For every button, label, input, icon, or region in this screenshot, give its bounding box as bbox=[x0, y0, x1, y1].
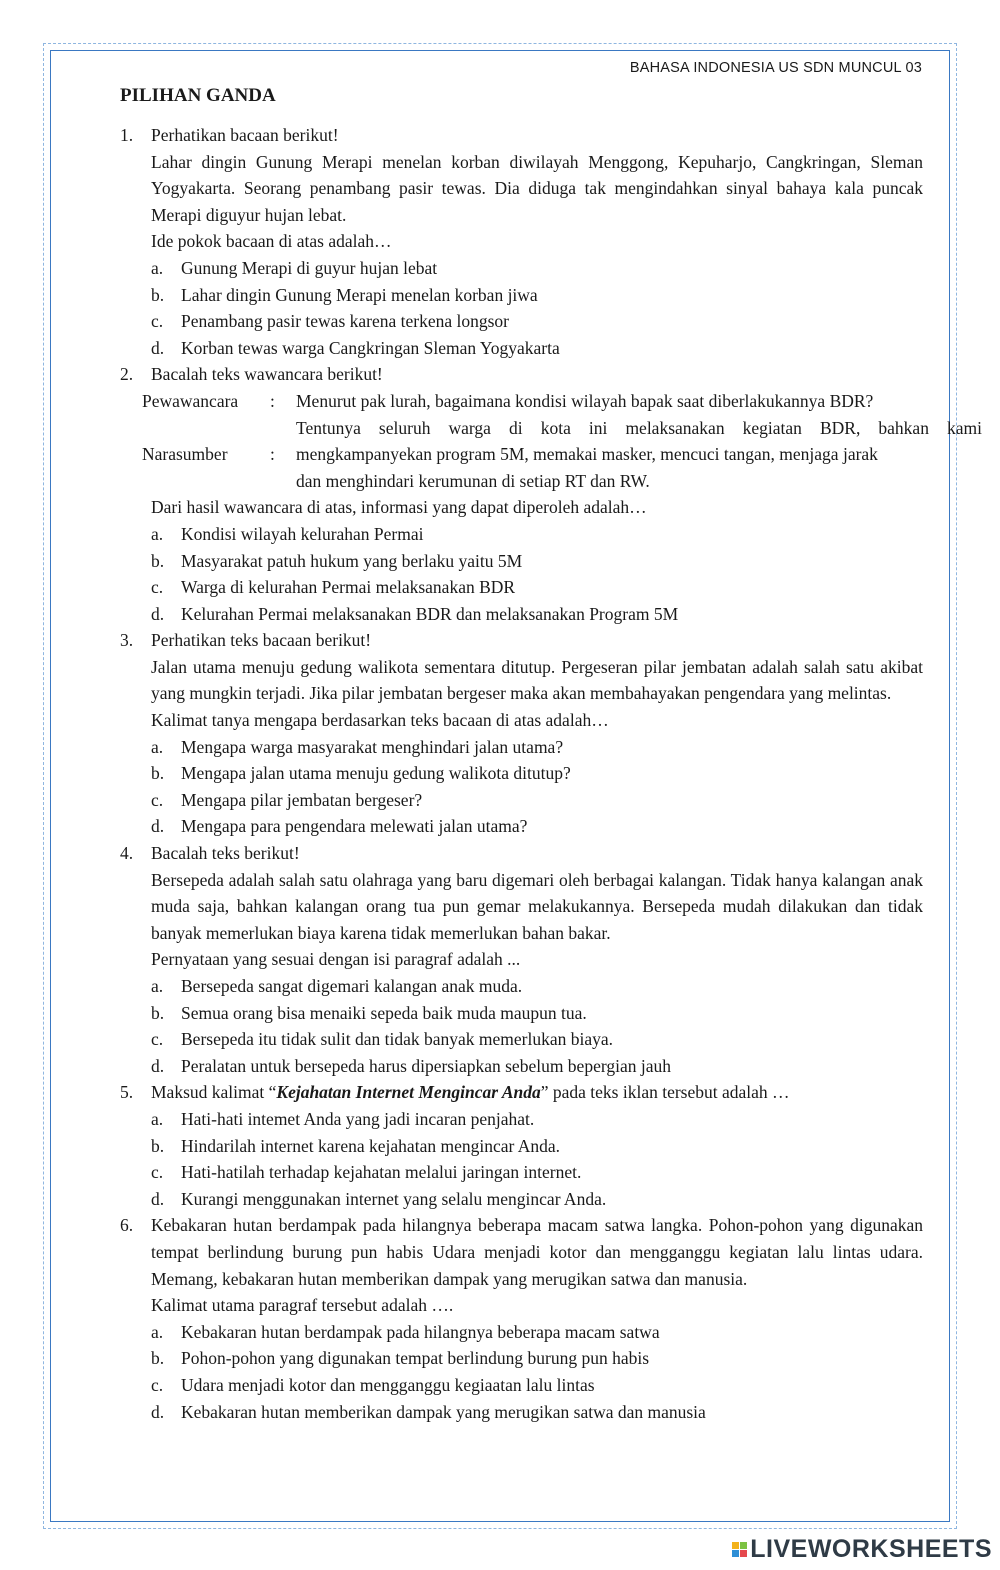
option-b[interactable] bbox=[151, 282, 923, 309]
option-letter: b. bbox=[151, 1002, 165, 1023]
option-text: Mengapa jalan utama menuju gedung walikota ditutup? bbox=[181, 763, 571, 784]
question-prompt: Kalimat tanya mengapa berdasarkan teks bacaan di atas adalah… bbox=[151, 710, 609, 731]
option-letter: d. bbox=[151, 337, 165, 358]
option-text: Peralatan untuk bersepeda harus dipersiapkan sebelum bepergian jauh bbox=[181, 1055, 671, 1076]
option-c[interactable] bbox=[151, 787, 923, 814]
option-letter: a. bbox=[151, 1321, 164, 1342]
option-text: Kebakaran hutan berdampak pada hilangnya beberapa macam satwa bbox=[181, 1321, 660, 1342]
option-text: Kelurahan Permai melaksanakan BDR dan melaksanakan Program 5M bbox=[181, 603, 679, 624]
question-5 bbox=[120, 1079, 923, 1212]
option-a[interactable] bbox=[151, 255, 923, 282]
question-3 bbox=[120, 627, 923, 840]
option-text: Bersepeda itu tidak sulit dan tidak banyak memerlukan biaya. bbox=[181, 1029, 614, 1050]
option-text: Hati-hati intemet Anda yang jadi incaran penjahat. bbox=[181, 1108, 535, 1129]
question-stem bbox=[151, 1079, 923, 1106]
option-a[interactable] bbox=[151, 1106, 923, 1133]
option-b[interactable] bbox=[151, 1000, 923, 1027]
option-letter: a. bbox=[151, 976, 164, 996]
option-letter: a. bbox=[151, 1108, 164, 1129]
option-a[interactable] bbox=[151, 521, 923, 548]
stem-emphasis: Kejahatan Internet Mengincar Anda bbox=[276, 1082, 541, 1103]
question-intro: Perhatikan bacaan berikut! bbox=[151, 125, 339, 145]
interview-text: dan menghindari kerumunan di setiap RT dan RW. bbox=[296, 470, 650, 491]
question-number: 4. bbox=[120, 843, 134, 864]
option-d[interactable] bbox=[151, 601, 923, 628]
question-number: 6. bbox=[120, 1215, 134, 1236]
interview-colon: : bbox=[270, 390, 275, 411]
interview-text: mengkampanyekan program 5M, memakai masker, mencuci tangan, menjaga jarak bbox=[296, 444, 878, 465]
option-letter: c. bbox=[151, 577, 164, 598]
option-b[interactable] bbox=[151, 1133, 923, 1160]
option-text: Kurangi menggunakan internet yang selalu mengincar Anda. bbox=[181, 1188, 607, 1209]
header-title: BAHASA INDONESIA US SDN MUNCUL 03 bbox=[629, 60, 922, 76]
question-1 bbox=[120, 122, 923, 361]
option-text: Kondisi wilayah kelurahan Permai bbox=[181, 523, 424, 544]
option-text: Pohon-pohon yang digunakan tempat berlindung burung pun habis bbox=[181, 1348, 650, 1369]
question-passage: Bersepeda adalah salah satu olahraga yang baru digemari oleh berbagai kalangan. Tidak hanya kalangan anak muda saja, bahkan kalangan orang tua pun gemar melakukannya. Bersepeda mudah dilakukan dan tidak banyak memerlukan biaya karena tidak memerlukan bahan bakar. bbox=[151, 869, 923, 943]
option-letter: b. bbox=[151, 550, 165, 571]
question-number: 2. bbox=[120, 364, 134, 385]
question-list bbox=[120, 122, 982, 1425]
interview-role: Pewawancara bbox=[142, 390, 239, 411]
option-d[interactable] bbox=[151, 813, 923, 840]
option-letter: c. bbox=[151, 1029, 164, 1050]
option-b[interactable] bbox=[151, 548, 923, 575]
option-text: Semua orang bisa menaiki sepeda baik muda maupun tua. bbox=[181, 1002, 587, 1023]
option-letter: c. bbox=[151, 789, 164, 810]
option-text: Penambang pasir tewas karena terkena longsor bbox=[181, 311, 510, 332]
option-a[interactable] bbox=[151, 734, 923, 761]
question-prompt: Kalimat utama paragraf tersebut adalah …. bbox=[151, 1295, 454, 1316]
interview-row bbox=[142, 441, 982, 468]
option-d[interactable] bbox=[151, 1053, 923, 1080]
question-number: 1. bbox=[120, 125, 134, 145]
interview-text: Menurut pak lurah, bagaimana kondisi wilayah bapak saat diberlakukannya BDR? bbox=[296, 390, 874, 411]
option-letter: b. bbox=[151, 763, 165, 784]
question-prompt: Dari hasil wawancara di atas, informasi yang dapat diperoleh adalah… bbox=[151, 497, 647, 518]
interview-role bbox=[142, 415, 270, 442]
option-letter: d. bbox=[151, 1401, 165, 1422]
interview-text: Tentunya seluruh warga di kota ini melaksanakan kegiatan BDR, bahkan kami bbox=[296, 417, 982, 438]
option-text: Kebakaran hutan memberikan dampak yang merugikan satwa dan manusia bbox=[181, 1401, 706, 1422]
option-letter: a. bbox=[151, 257, 164, 278]
question-intro: Bacalah teks wawancara berikut! bbox=[151, 364, 383, 385]
option-text: Mengapa pilar jembatan bergeser? bbox=[181, 789, 423, 810]
stem-before: Maksud kalimat “ bbox=[151, 1082, 277, 1103]
question-passage: Kebakaran hutan berdampak pada hilangnya beberapa macam satwa langka. Pohon-pohon yang digunakan tempat berlindung burung pun habis Udara menjadi kotor dan mengganggu kegiatan lalu lintas udara. Memang, kebakaran hutan memberikan dampak yang merugikan satwa dan manusia. bbox=[151, 1215, 923, 1289]
question-passage: Jalan utama menuju gedung walikota sementara ditutup. Pergeseran pilar jembatan adalah salah satu akibat yang mungkin terjadi. Jika pilar jembatan bergeser maka akan membahayakan pengendara yang melintas. bbox=[151, 656, 923, 704]
option-text: Udara menjadi kotor dan mengganggu kegiaatan lalu lintas bbox=[181, 1374, 595, 1395]
option-letter: a. bbox=[151, 523, 164, 544]
section-title: PILIHAN GANDA bbox=[120, 85, 276, 106]
interview-row bbox=[142, 415, 982, 442]
liveworksheets-icon bbox=[732, 1542, 747, 1557]
option-d[interactable] bbox=[151, 1399, 923, 1426]
liveworksheets-logo[interactable] bbox=[732, 1535, 992, 1564]
option-text: Hindarilah internet karena kejahatan mengincar Anda. bbox=[181, 1135, 561, 1156]
question-passage: Lahar dingin Gunung Merapi menelan korban diwilayah Menggong, Kepuharjo, Cangkringan, Sleman Yogyakarta. Seorang penambang pasir tewas. Dia diduga tak mengindahkan sinyal bahaya kala puncak Merapi diguyur hujan lebat. bbox=[151, 151, 923, 225]
option-letter: b. bbox=[151, 1348, 165, 1369]
option-text: Lahar dingin Gunung Merapi menelan korban jiwa bbox=[181, 284, 538, 305]
question-2 bbox=[120, 361, 982, 627]
option-text: Gunung Merapi di guyur hujan lebat bbox=[181, 257, 438, 278]
option-letter: d. bbox=[151, 1055, 165, 1076]
option-text: Korban tewas warga Cangkringan Sleman Yogyakarta bbox=[181, 337, 560, 358]
question-number: 5. bbox=[120, 1082, 134, 1103]
option-d[interactable] bbox=[151, 1186, 923, 1213]
option-letter: c. bbox=[151, 1162, 164, 1183]
question-6 bbox=[120, 1212, 923, 1425]
option-c[interactable] bbox=[151, 1159, 923, 1186]
option-letter: c. bbox=[151, 1374, 164, 1395]
interview-role bbox=[142, 468, 270, 495]
option-text: Warga di kelurahan Permai melaksanakan BDR bbox=[181, 577, 516, 598]
option-text: Bersepeda sangat digemari kalangan anak muda. bbox=[181, 976, 523, 996]
option-d[interactable] bbox=[151, 335, 923, 362]
option-text: Masyarakat patuh hukum yang berlaku yaitu 5M bbox=[181, 550, 523, 571]
option-text: Mengapa para pengendara melewati jalan utama? bbox=[181, 816, 528, 837]
interview-role: Narasumber bbox=[142, 444, 228, 465]
option-a[interactable] bbox=[151, 973, 923, 1000]
question-4 bbox=[120, 840, 923, 1079]
option-letter: d. bbox=[151, 1188, 165, 1209]
option-letter: a. bbox=[151, 736, 164, 757]
question-prompt: Ide pokok bacaan di atas adalah… bbox=[151, 231, 392, 252]
interview-colon bbox=[270, 468, 296, 495]
interview-block bbox=[142, 388, 982, 494]
option-letter: c. bbox=[151, 311, 164, 332]
stem-after: ” pada teks iklan tersebut adalah … bbox=[540, 1082, 790, 1103]
option-letter: d. bbox=[151, 816, 165, 837]
option-c[interactable] bbox=[151, 308, 923, 335]
interview-colon: : bbox=[270, 444, 275, 465]
option-b[interactable] bbox=[151, 1345, 923, 1372]
option-a[interactable] bbox=[151, 1319, 923, 1346]
question-number: 3. bbox=[120, 630, 134, 651]
option-c[interactable] bbox=[151, 1026, 923, 1053]
option-letter: d. bbox=[151, 603, 165, 624]
option-c[interactable] bbox=[151, 574, 923, 601]
option-letter: b. bbox=[151, 284, 165, 305]
option-b[interactable] bbox=[151, 760, 923, 787]
option-c[interactable] bbox=[151, 1372, 923, 1399]
option-letter: b. bbox=[151, 1135, 165, 1156]
question-prompt: Pernyataan yang sesuai dengan isi paragraf adalah ... bbox=[151, 949, 521, 970]
interview-row bbox=[142, 468, 982, 495]
question-intro: Perhatikan teks bacaan berikut! bbox=[151, 630, 372, 651]
option-text: Hati-hatilah terhadap kejahatan melalui jaringan internet. bbox=[181, 1162, 582, 1183]
option-text: Mengapa warga masyarakat menghindari jalan utama? bbox=[181, 736, 564, 757]
brand-text: LIVEWORKSHEETS bbox=[750, 1535, 992, 1563]
interview-colon bbox=[270, 415, 296, 442]
interview-row bbox=[142, 388, 982, 415]
question-intro: Bacalah teks berikut! bbox=[151, 843, 300, 864]
